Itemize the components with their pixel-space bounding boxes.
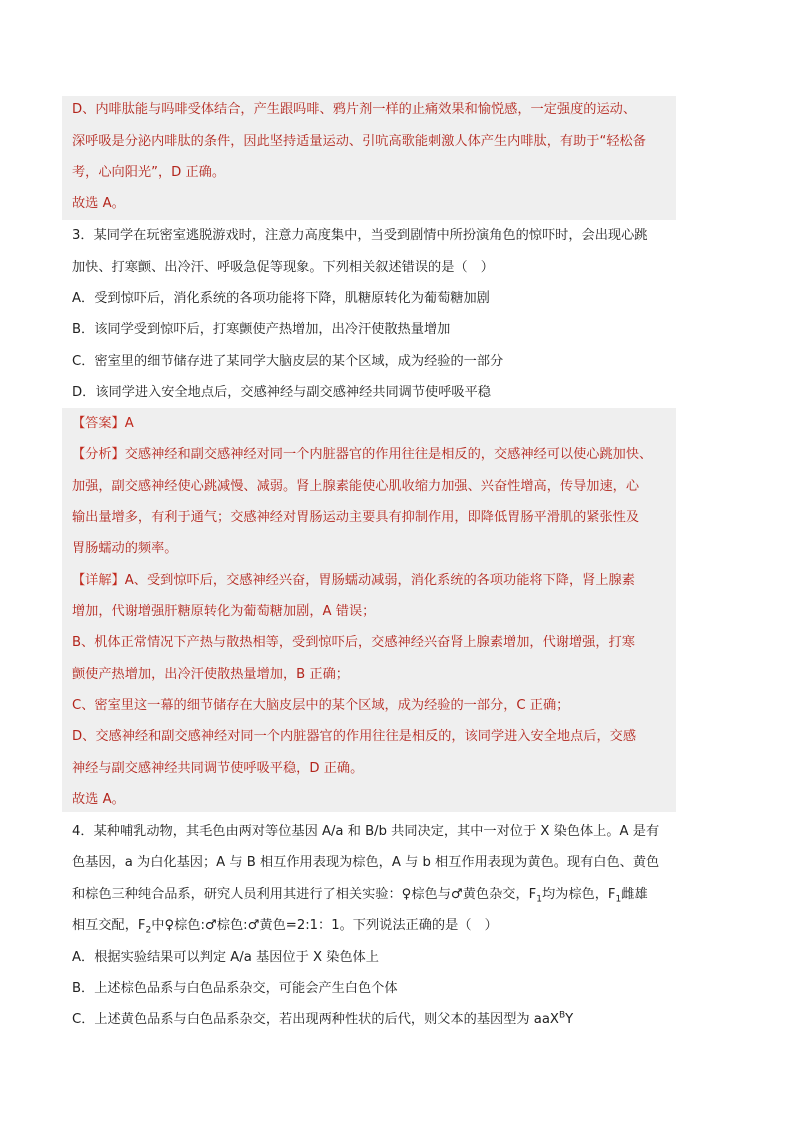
q3-analysis-line-4: 胃肠蠕动的频率。: [72, 541, 178, 556]
q4-stem-line-2: 色基因，a 为白化基因；A 与 B 相互作用表现为棕色，A 与 b 相互作用表现为黄色。现有白色、黄色: [72, 855, 660, 870]
q4-option-c: [72, 1010, 672, 1030]
q4-stem-3b: 均为棕色，F: [542, 887, 616, 902]
q4-option-b: B．上述棕色品系与白色品系杂交，可能会产生白色个体: [72, 981, 398, 996]
q4-option-c-y: Y: [565, 1012, 574, 1027]
q4-f1-subscript-2: 1: [615, 894, 622, 905]
q3-detail-line-7: 神经与副交感神经共同调节使呼吸平稳，D 正确。: [72, 761, 364, 776]
q3-detail-line-6: D、交感神经和副交感神经对同一个内脏器官的作用往往是相反的，该同学进入安全地点后，交感: [72, 729, 637, 744]
q4-f2-subscript: 2: [145, 925, 152, 936]
q3-option-a: A．受到惊吓后，消化系统的各项功能将下降，肌糖原转化为葡萄糖加剧: [72, 291, 490, 306]
q4-stem-3c: 雌雄: [621, 887, 648, 902]
q3-analysis-line-2: 加强，副交感神经使心跳减慢、减弱。肾上腺素能使心肌收缩力加强、兴奋性增高，传导加速，心: [72, 479, 640, 494]
q3-option-d: D．该同学进入安全地点后，交感神经与副交感神经共同调节使呼吸平稳: [72, 385, 491, 400]
q3-detail-tag: 【详解】: [72, 573, 125, 588]
q3-analysis-line-3: 输出量增多，有利于通气；交感神经对胃肠运动主要具有抑制作用，即降低胃肠平滑肌的紧张性及: [72, 510, 640, 525]
prev-d-line-2: 深呼吸是分泌内啡肽的条件，因此坚持适量运动、引吭高歌能刺激人体产生内啡肽，有助于“轻松备: [72, 134, 646, 149]
q3-option-c: C．密室里的细节储存进了某同学大脑皮层的某个区域，成为经验的一部分: [72, 354, 504, 369]
q3-analysis-text-1: 交感神经和副交感神经对同一个内脏器官的作用往往是相反的，交感神经可以使心跳加快、: [124, 447, 653, 462]
q3-answer: 【答案】A: [72, 416, 134, 431]
q3-detail-text-1: A、受到惊吓后，交感神经兴奋，胃肠蠕动减弱，消化系统的各项功能将下降，肾上腺素: [124, 573, 635, 588]
q3-detail-line-4: 颤使产热增加，出冷汗使散热量增加，B 正确；: [72, 667, 349, 682]
q4-option-a: A．根据实验结果可以判定 A/a 基因位于 X 染色体上: [72, 950, 379, 965]
prev-d-line-3: 考，心向阳光”，D 正确。: [72, 165, 226, 180]
q4-superscript-b: B: [558, 1010, 566, 1021]
q3-option-b: B．该同学受到惊吓后，打寒颤使产热增加，出冷汗使散热量增加: [72, 322, 451, 337]
q3-stem-line-1: 3．某同学在玩密室逃脱游戏时，注意力高度集中，当受到剧情中所扮演角色的惊吓时，会出现心跳: [72, 228, 648, 243]
prev-choice: 故选 A。: [72, 196, 125, 211]
prev-d-line-1: D、内啡肽能与吗啡受体结合，产生跟吗啡、鸦片剂一样的止痛效果和愉悦感，一定强度的运动、: [72, 102, 637, 117]
q3-detail-line-2: 增加，代谢增强肝糖原转化为葡萄糖加剧，A 错误；: [72, 604, 376, 619]
q4-stem-4a: 相互交配，F: [72, 918, 146, 933]
q4-stem-line-1: 4．某种哺乳动物，其毛色由两对等位基因 A/a 和 B/b 共同决定，其中一对位于 X 染色体上。A 是有: [72, 824, 660, 839]
q4-stem-line-4: [72, 916, 672, 936]
q3-stem-line-2: 加快、打寒颤、出冷汗、呼吸急促等现象。下列相关叙述错误的是（ ）: [72, 260, 494, 275]
q3-detail-line-3: B、机体正常情况下产热与散热相等，受到惊吓后，交感神经兴奋肾上腺素增加，代谢增强，打寒: [72, 635, 635, 650]
q4-stem-4b: 中♀棕色:♂棕色:♂黄色=2:1：1。下列说法正确的是（ ）: [151, 918, 498, 933]
q3-choice: 故选 A。: [72, 792, 125, 807]
q4-option-c-text: C．上述黄色品系与白色品系杂交，若出现两种性状的后代，则父本的基因型为 aaX: [72, 1012, 559, 1027]
q4-stem-line-3: [72, 885, 672, 905]
q3-analysis-line-1: [72, 445, 672, 465]
q3-detail-line-1: [72, 571, 672, 591]
q4-f1-subscript: 1: [536, 894, 542, 905]
q3-detail-line-5: C、密室里这一幕的细节储存在大脑皮层中的某个区域，成为经验的一部分，C 正确；: [72, 698, 570, 713]
q4-stem-3a: 和棕色三种纯合品系，研究人员利用其进行了相关实验：♀棕色与♂黄色杂交，F: [72, 887, 537, 902]
q3-analysis-tag: 【分析】: [72, 447, 125, 462]
